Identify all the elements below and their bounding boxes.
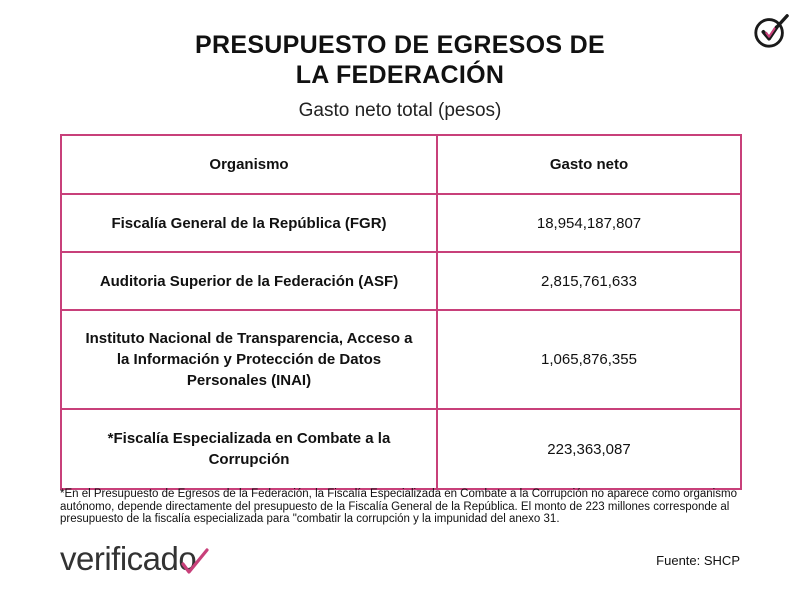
title-line-1: PRESUPUESTO DE EGRESOS DE [195,31,605,59]
column-header-organismo: Organismo [61,135,437,194]
page-title [0,30,800,90]
title-line-2: LA FEDERACIÓN [295,61,505,89]
table-row [61,409,741,489]
table-row [61,194,741,252]
table-row [61,252,741,310]
gasto-cell: 1,065,876,355 [437,310,741,409]
budget-table [60,134,742,490]
source-label: Fuente: SHCP [656,553,740,568]
footnote: *En el Presupuesto de Egresos de la Federación, la Fiscalía Especializada en Combate a la Corrupción no aparece como organismo autónomo, depende directamente del presupuesto de la Fiscalía General de la República. El monto de 223 millones corresponde al presupuesto de la fiscalía especializada para "combatir la corrupción y la impunidad del anexo 31. [60,488,737,525]
column-header-gasto: Gasto neto [437,135,741,194]
verificado-logo: verificado [60,540,197,577]
gasto-cell: 2,815,761,633 [437,252,741,310]
gasto-cell: 223,363,087 [437,409,741,489]
logo-check-icon [180,548,210,578]
gasto-cell: 18,954,187,807 [437,194,741,252]
table-row [61,310,741,409]
organismo-cell: Fiscalía General de la República (FGR) [61,194,437,252]
subtitle: Gasto neto total (pesos) [298,100,502,121]
check-circle-icon [752,12,790,50]
organismo-cell: Instituto Nacional de Transparencia, Acceso a la Información y Protección de Datos Personales (INAI) [61,310,437,409]
organismo-cell: *Fiscalía Especializada en Combate a la Corrupción [61,409,437,489]
organismo-cell: Auditoria Superior de la Federación (ASF) [61,252,437,310]
table-header-row [61,135,741,194]
